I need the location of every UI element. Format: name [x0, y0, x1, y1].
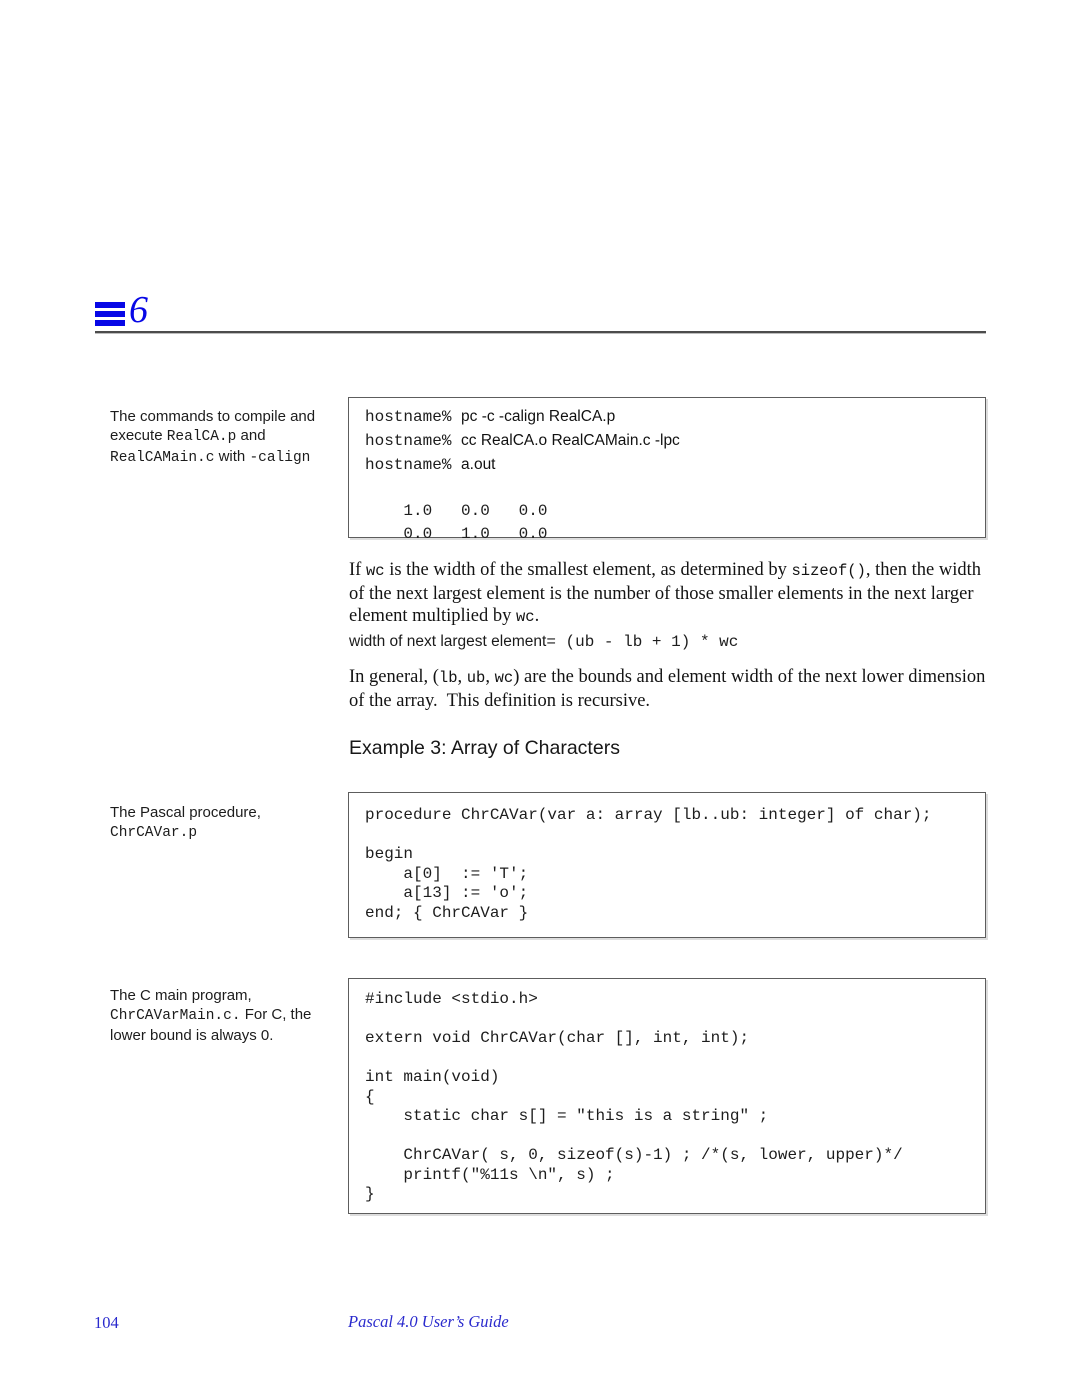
- code-box-terminal-session: [348, 397, 986, 543]
- footer-book-title: Pascal 4.0 User’s Guide: [348, 1312, 509, 1331]
- paragraph-in-general: [349, 666, 1001, 712]
- code-line: [365, 1088, 977, 1108]
- code-line: [365, 826, 977, 846]
- code-line: [365, 1107, 977, 1127]
- code-segment: }: [365, 1185, 375, 1203]
- bar-icon: [95, 302, 125, 308]
- code-segment: end; { ChrCAVar }: [365, 903, 529, 922]
- code-line: [365, 1146, 977, 1166]
- code-segment: a[0] := 'T';: [365, 864, 529, 883]
- text-segment: lb: [438, 669, 458, 687]
- text-segment: wc: [365, 562, 385, 580]
- code-segment: begin: [365, 845, 414, 863]
- text-segment: RealCAMain.c: [110, 450, 215, 466]
- sidebar-note-pascal-procedure: [110, 803, 340, 843]
- code-line: [365, 806, 977, 826]
- code-line: [365, 865, 977, 885]
- code-segment: int main(void): [365, 1068, 500, 1086]
- code-line: [365, 523, 977, 546]
- code-segment: a[13] := 'o';: [365, 884, 529, 902]
- section-heading-example-3: Example 3: Array of Characters: [349, 737, 620, 759]
- code-segment: 0.0 1.0 0.0: [365, 525, 548, 543]
- chapter-number: 6: [129, 289, 148, 331]
- text-segment: The C main program,: [110, 987, 252, 1004]
- user-input-segment: cc RealCA.o RealCAMain.c -lpc: [461, 432, 680, 449]
- text-segment: with: [214, 448, 250, 465]
- sidebar-note-c-main-program: [110, 986, 344, 1045]
- text-segment: is the width of the smallest element, as determined by: [384, 560, 792, 580]
- bar-icon: [95, 320, 125, 326]
- text-segment: .: [534, 606, 540, 626]
- code-segment: ChrCAVar( s, 0, sizeof(s)-1) ; /*(s, lower, upper)*/: [365, 1146, 903, 1164]
- code-segment: printf("%11s \n", s) ;: [365, 1165, 615, 1184]
- text-segment: The commands to compile and execute: [110, 408, 316, 444]
- text-segment: = (ub - lb + 1) * wc: [546, 633, 739, 651]
- text-segment: RealCA.p: [166, 429, 237, 445]
- sidebar-note-compile-commands: [110, 407, 340, 468]
- code-line: [365, 1049, 977, 1069]
- text-segment: wc: [494, 669, 514, 687]
- paragraph-width-definition: [349, 559, 1001, 629]
- footer-page-number: 104: [94, 1313, 119, 1332]
- code-line: [365, 904, 977, 924]
- code-segment: hostname%: [365, 456, 462, 474]
- text-segment: If: [349, 560, 366, 580]
- formula-width-of-next-largest-element: [349, 633, 738, 651]
- text-segment: ) are the bounds and element width of the next lower dimension of the array. This definition is recursive.: [349, 667, 990, 711]
- code-line: [365, 1010, 977, 1030]
- code-line: [365, 884, 977, 904]
- code-segment: #include <stdio.h>: [365, 990, 538, 1008]
- text-segment: ChrCAVarMain.c.: [110, 1008, 241, 1024]
- code-line: [365, 1166, 977, 1186]
- user-input-segment: pc -c -calign RealCA.p: [461, 408, 616, 425]
- code-line: [365, 500, 977, 523]
- code-line: [365, 405, 977, 429]
- code-line: [365, 845, 977, 865]
- code-segment: procedure ChrCAVar(var a: array [lb..ub: integer] of char);: [365, 806, 932, 824]
- code-segment: 1.0 0.0 0.0: [365, 502, 548, 520]
- code-segment: {: [365, 1087, 375, 1106]
- code-line: [365, 429, 977, 453]
- code-line: [365, 453, 977, 477]
- chapter-rule-divider: [95, 331, 986, 334]
- code-line: [365, 1127, 977, 1147]
- text-segment: The Pascal procedure,: [110, 804, 261, 821]
- text-segment: , then the width of the next largest element is the number of those smaller elements in the next larger element multiplied by: [349, 560, 986, 626]
- code-line: [365, 1068, 977, 1088]
- code-box-c-main-program: [348, 978, 986, 1214]
- text-segment: ,: [457, 667, 467, 687]
- code-line: [365, 477, 977, 500]
- code-line: [365, 990, 977, 1010]
- text-segment: ,: [485, 667, 495, 687]
- text-segment: ub: [466, 669, 486, 687]
- text-segment: wc: [515, 608, 535, 626]
- code-line: [365, 1185, 977, 1205]
- code-segment: static char s[] = "this is a string" ;: [365, 1107, 769, 1125]
- user-input-segment: a.out: [461, 456, 496, 473]
- text-segment: -calign: [249, 450, 311, 466]
- text-segment: For C, the lower bound is always 0.: [110, 1006, 312, 1044]
- text-segment: and: [236, 427, 266, 444]
- code-segment: hostname%: [365, 432, 462, 450]
- code-segment: extern void ChrCAVar(char [], int, int);: [365, 1029, 750, 1047]
- text-segment: ChrCAVar.p: [110, 825, 198, 841]
- bar-icon: [95, 311, 125, 317]
- chapter-bars-icon: [95, 302, 125, 329]
- code-box-pascal-procedure: [348, 792, 986, 938]
- code-segment: hostname%: [365, 408, 462, 426]
- text-segment: width of next largest element: [349, 633, 547, 650]
- text-segment: In general, (: [349, 667, 439, 687]
- text-segment: sizeof(): [791, 562, 866, 580]
- code-line: [365, 1029, 977, 1049]
